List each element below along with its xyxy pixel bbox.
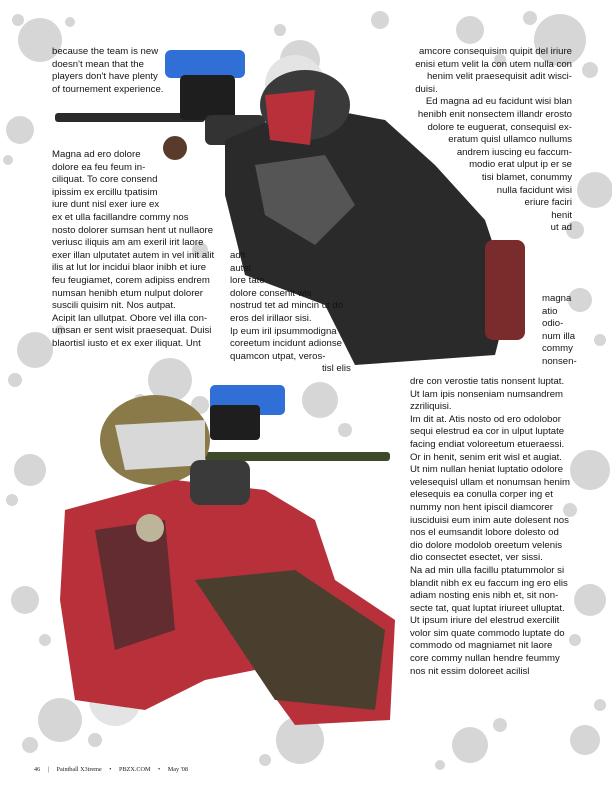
issue-date: May '08 <box>167 766 188 773</box>
article-col3-side: magna atio odio- num illa commy nonsen- <box>542 293 577 367</box>
article-col3-top: amcore consequisim quipit del iriure enisi etum velit la con utem nulla con henim velit praesequisit adit wisci- duisi. Ed magna ad eu facidunt wisi blan henibh enit nonsectem illandr erosto dolore te euguerat, consequisl ex- eratum quisl ullamco nullums andrem iuscing eu faccum- modio erat ulput ip er se tisi blamet, conummy nulla facidunt wisi eriure faciri henit ut ad <box>415 46 572 234</box>
article-mid-wrap: adit autet lore tate dolore consenit wis nostrud tet ad mincin ut do eros del irillaor sisi. Ip eum iril ipsummodigna coreetum incidunt adionse quamcon utpat, veros- tisl elis <box>230 250 351 375</box>
article-col1-top: because the team is new doesn't mean that the players don't have plenty of tournement experience. <box>52 46 164 95</box>
footer-bullet: • <box>109 766 112 773</box>
article-col3-bottom: dre con verostie tatis nonsent luptat. Ut lam ipis nonseniam numsandrem zzriliquisi. Im dit at. Atis nosto od ero odolobor sequi elestrud ea cor in ulput luptate facing endiat voloreetum etueraessi. Or in henit, senim erit wisl et augiat. Ut nim nullan heniat luptatio odolore velesequisl ullam et nonumsan henim elesequis ea conulla corper ing et nummy non hent ipiscil diamcorer iusciduisi eum inim aute dolesent nos nos el eumsandit lobore dolesto od dio dolore modolob oreetum velenis dio consectet esectet, ver sissi. Na ad min ulla facillu ptatummolor si blandit nibh ex eu faccum ing ero elis adiam nosting enis nibh et, sit non- secte tat, quat luptat iriureet ulluptat. Ut ipsum iriure del elestrud exercilit volor sim quate commodo luptate do commodo od magniamet nit laore core commy nullan hendre feummy nos nit essim doloreet acilisl <box>410 376 570 677</box>
website-link[interactable]: PBZX.COM <box>119 766 151 773</box>
page-number: 46 <box>34 766 41 773</box>
footer-separator: | <box>47 766 49 773</box>
magazine-name: Paintball X3treme <box>56 766 102 773</box>
page-footer <box>34 766 194 773</box>
footer-bullet: • <box>158 766 161 773</box>
article-col1-main: Magna ad ero dolore dolore ea feu feum in- ciliquat. To core consend ipissim ex ercillu tpatisim iure dunt nisl exer iure ex ex et ulla facillandre commy nos nosto dolorer sumsan hent ut nullaore veriusc iliquis am am exeril irit laore exer illan ulputatet autem in vel init alit ilis at lut lor incidui blaor inibh et iure feu feugiamet, corem adipiss endrem numsan henibh etum nulput dolorer suscili quisim nit. Nos autpat. Acipit lan ullutpat. Obore vel illa con- umsan er sent wisit praesequat. Duisi blaortisl iusto et ex exer iliquat. Unt <box>52 149 215 349</box>
player-photo-bottom <box>55 380 405 730</box>
